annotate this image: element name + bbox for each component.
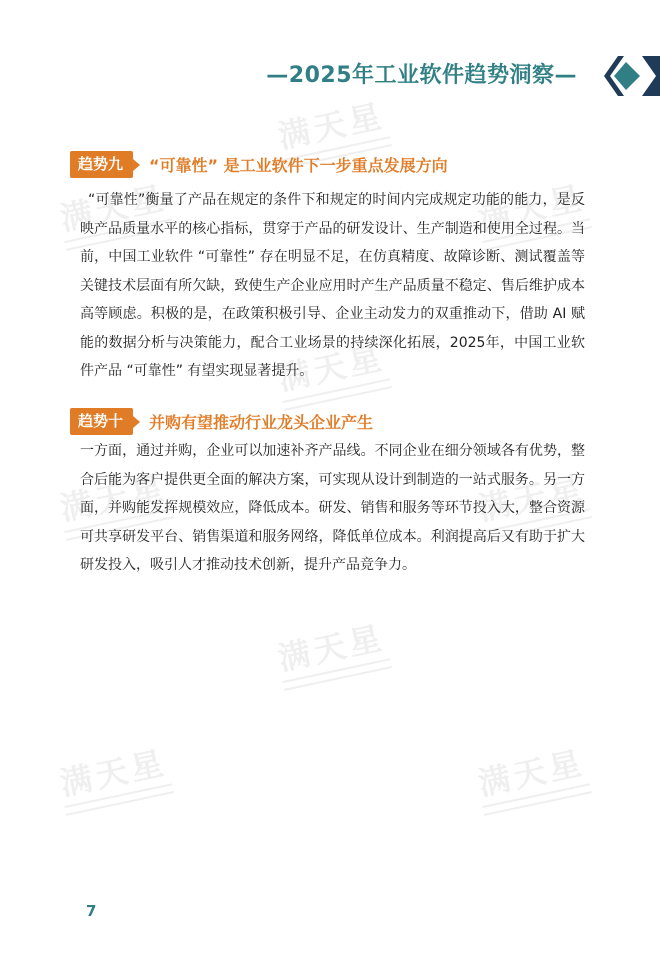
watermark-text: 满天星 [56,178,171,238]
watermark-text: 满天星 [474,743,589,803]
watermark-text: 满天星 [274,96,389,156]
watermark-text: 满天星 [56,743,171,803]
watermark [56,744,174,816]
watermark-text: 满天星 [474,178,589,238]
watermark-rule [482,783,592,816]
page-header [0,56,660,96]
section-body: 一方面，通过并购，企业可以加速补齐产品线。不同企业在细分领域各有优势，整合后能为客户提供更全面的解决方案，可实现从设计到制造的一站式服务。另一方面，并购能发挥规模效应，降低成本。研发、销售和服务等环节投入大，整合资源可共享研发平台、销售渠道和服务网络，降低单位成本。利润提高后又有助于扩大研发投入，吸引人才推动技术创新，提升产品竞争力。 [80,443,585,573]
watermark-rule [282,658,392,691]
watermark-text: 满天星 [474,468,589,528]
section-body: “可靠性”衡量了产品在规定的条件下和规定的时间内完成规定功能的能力，是反映产品质量水平的核心指标，贯穿于产品的研发设计、生产制造和使用全过程。当前，中国工业软件 “可靠性” 存在明显不足，在仿真精度、故障诊断、测试覆盖等关键技术层面有所欠缺，致使生产企业应用时产生产品质量不稳定、售后维护成本高等顾虑。积极的是，在政策积极引导、企业主动发力的双重推动下，借助 AI 赋能的数据分析与决策能力，配合工业场景的持续深化拓展，2025年，中国工业软件产品 “可靠性” 有望实现显著提升。 [80,192,585,379]
section-title: “可靠性” 是工业软件下一步重点发展方向 [149,156,448,175]
section-heading [70,408,373,435]
section-title: 并购有望推动行业龙头企业产生 [149,413,374,432]
watermark-text: 满天星 [56,468,171,528]
header-title: —2025年工业软件趋势洞察— [266,63,577,88]
watermark-rule [64,783,174,816]
trend-badge: 趋势九 [70,151,133,178]
chevron-diamond-logo-icon [598,56,660,96]
watermark-text: 满天星 [274,618,389,678]
section-heading [70,151,448,178]
page-number: 7 [86,902,97,920]
watermark [274,619,392,691]
watermark-text: 满天星 [274,338,389,398]
watermark [474,744,592,816]
trend-badge: 趋势十 [70,408,133,435]
